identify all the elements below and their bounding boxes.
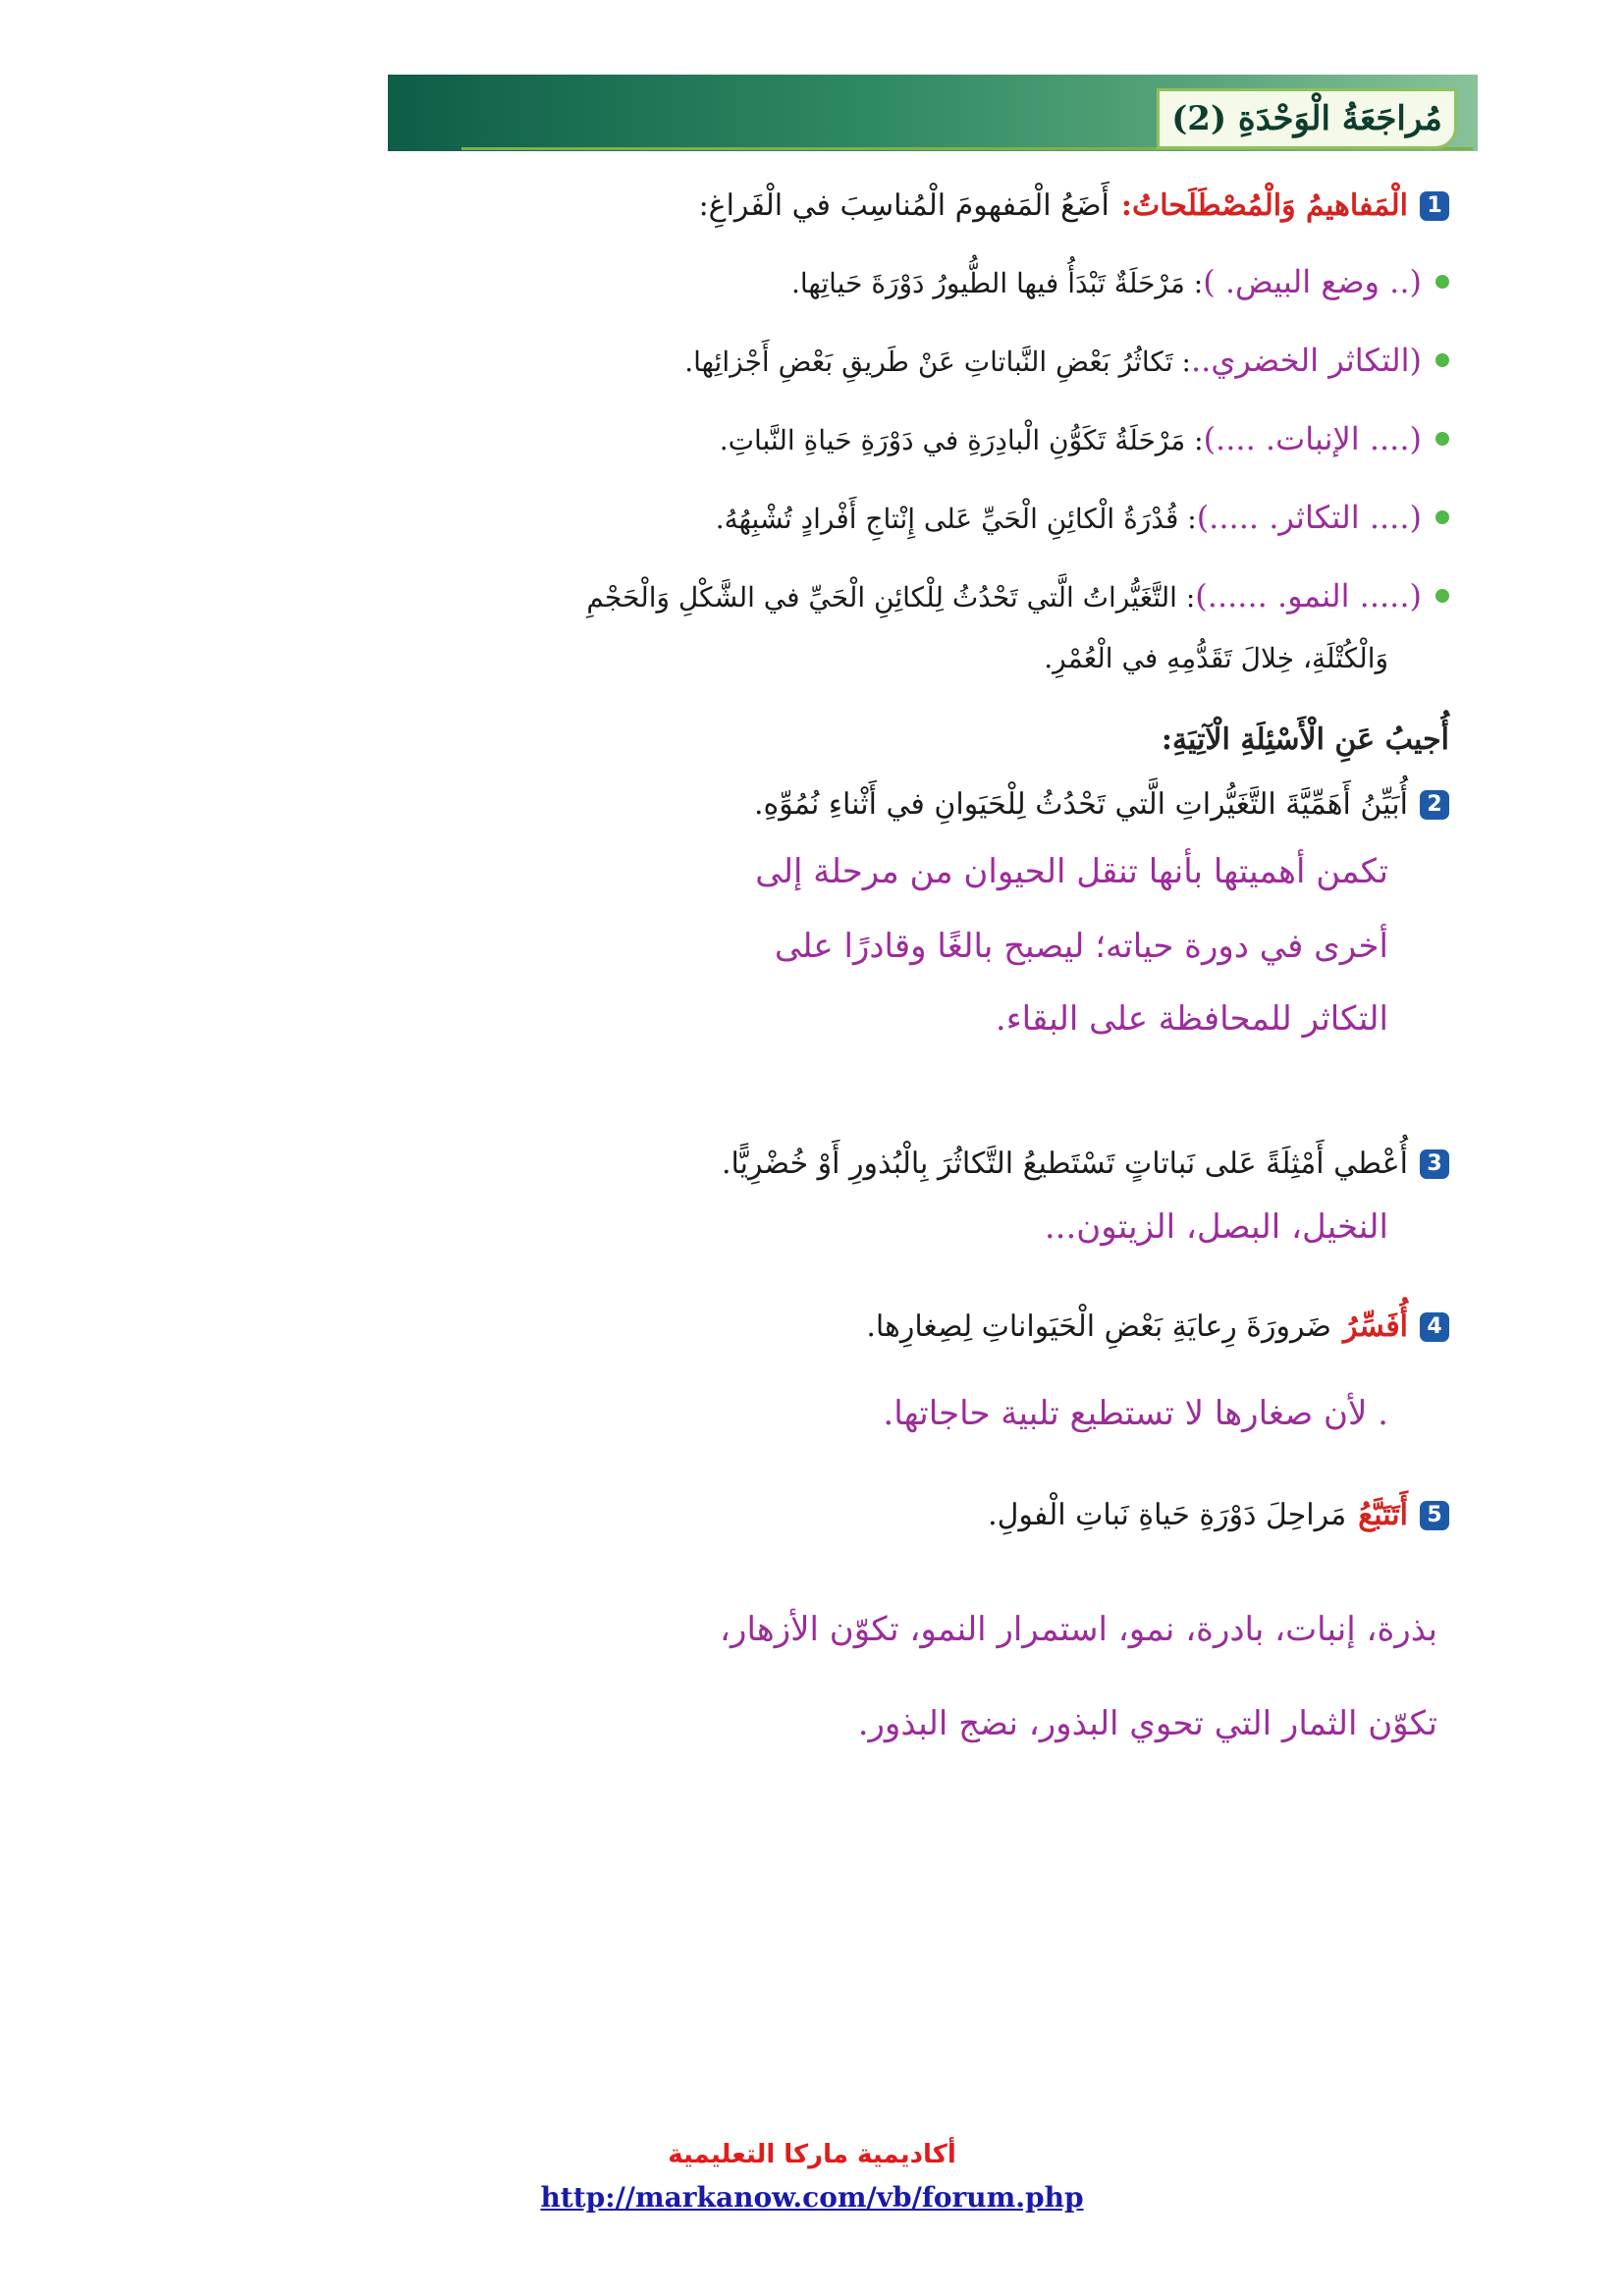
- section1-heading-rest: أَضَعُ الْمَفهومَ الْمُناسِبَ في الْفَراغِ:: [698, 188, 1110, 223]
- question-number-1: 1: [1420, 191, 1449, 221]
- question-number-4: 4: [1420, 1312, 1449, 1342]
- definition-continuation: وَالْكُتْلَةِ، خِلالَ تَقَدُّمِهِ في الْعُمْرِ.: [1044, 642, 1388, 674]
- list-item: [684, 342, 1449, 379]
- footer-academy-name: أكاديمية ماركا التعليمية: [668, 2140, 956, 2169]
- question-text: مَراحِلَ دَوْرَةِ حَياةِ نَباتِ الْفولِ.: [988, 1498, 1347, 1532]
- section1-heading: [699, 188, 1449, 223]
- answer-line: بذرة، إنبات، بادرة، نمو، استمرار النمو، تكوّن الأزهار،: [720, 1610, 1437, 1649]
- question-number-2: 2: [1420, 790, 1449, 820]
- fill-answer: (.. وضع البيض. ): [1203, 263, 1422, 300]
- bullet-icon: [1435, 275, 1449, 289]
- bullet-icon: [1435, 432, 1449, 446]
- list-item: [720, 420, 1449, 457]
- question-verb: أَتَتَبَّعُ: [1358, 1498, 1408, 1532]
- question-verb: أُفَسِّرُ: [1343, 1309, 1408, 1344]
- question-4: [866, 1309, 1449, 1344]
- definition: : قُدْرَةُ الْكائِنِ الْحَيِّ عَلى إِنْتاجِ أَفْرادٍ تُشْبِهُهُ.: [715, 503, 1197, 535]
- question-number-3: 3: [1420, 1149, 1449, 1179]
- question-text: أُعْطي أَمْثِلَةً عَلى نَباتاتٍ تَسْتَطيعُ التَّكاثُرَ بِالْبُذورِ أَوْ خُضْرِيًّا.: [721, 1147, 1408, 1181]
- answer-line: النخيل، البصل، الزيتون...: [1044, 1207, 1388, 1247]
- answer-line: تكوّن الثمار التي تحوي البذور، نضج البذور.: [857, 1704, 1437, 1743]
- answer-heading: أُجيبُ عَنِ الْأَسْئِلَةِ الْآتِيَةِ:: [1161, 722, 1449, 757]
- question-2: [754, 787, 1449, 822]
- title-box: [1157, 88, 1457, 149]
- footer-link[interactable]: http://markanow.com/vb/forum.php: [540, 2181, 1084, 2214]
- fill-answer: (.... التكاثر. .....): [1196, 499, 1422, 536]
- question-3: [722, 1147, 1449, 1181]
- answer-line: تكمن أهميتها بأنها تنقل الحيوان من مرحلة إلى: [755, 852, 1388, 891]
- fill-answer: (.... الإنبات. ....): [1203, 420, 1422, 457]
- answer-line: أخرى في دورة حياته؛ ليصبح بالغًا وقادرًا على: [774, 927, 1388, 966]
- definition: : مَرْحَلَةُ تَكَوُّنِ الْبادِرَةِ في دَوْرَةِ حَياةِ النَّباتِ.: [719, 424, 1204, 456]
- question-number-5: 5: [1420, 1501, 1449, 1530]
- question-text: أُبَيِّنُ أَهَمِّيَّةَ التَّغَيُّراتِ الَّتي تَحْدُثُ لِلْحَيَوانِ في أَثْناءِ نُمُوِّهِ.: [753, 787, 1408, 822]
- bullet-icon: [1435, 353, 1449, 367]
- answer-line: . لأن صغارها لا تستطيع تلبية حاجاتها.: [883, 1394, 1388, 1433]
- fill-answer: (..... النمو. ......): [1195, 577, 1422, 614]
- list-item: [586, 577, 1449, 614]
- definition: : تَكاثُرُ بَعْضِ النَّباتاتِ عَنْ طَريقِ بَعْضِ أَجْزائِها.: [684, 346, 1191, 378]
- definition: : التَّغَيُّراتُ الَّتي تَحْدُثُ لِلْكائِنِ الْحَيِّ في الشَّكْلِ وَالْحَجْمِ: [586, 581, 1196, 614]
- section1-heading-red: الْمَفاهيمُ وَالْمُصْطَلَحاتُ:: [1120, 188, 1408, 223]
- bullet-icon: [1435, 510, 1449, 524]
- definition: : مَرْحَلَةٌ تَبْدَأُ فيها الطُّيورُ دَوْرَةَ حَياتِها.: [791, 267, 1204, 299]
- list-item: [716, 499, 1449, 536]
- question-5: [988, 1498, 1449, 1532]
- fill-answer: (التكاثر الخضري..: [1190, 342, 1422, 379]
- page-title: مُراجَعَةُ الْوَحْدَةِ (2): [1171, 99, 1442, 138]
- question-text: ضَرورَةَ رِعايَةِ بَعْضِ الْحَيَواناتِ لِصِغارِها.: [866, 1309, 1331, 1344]
- list-item: [791, 263, 1449, 300]
- bullet-icon: [1435, 589, 1449, 603]
- answer-line: التكاثر للمحافظة على البقاء.: [995, 999, 1388, 1039]
